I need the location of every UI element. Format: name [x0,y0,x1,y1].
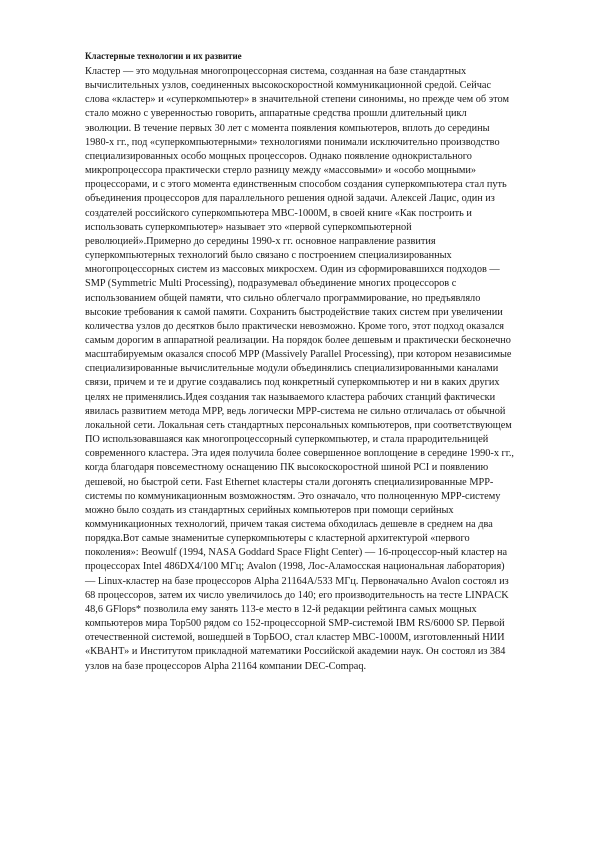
document-page [85,50,515,674]
document-title: Кластерные технологии и их развитие [85,51,242,61]
document-body: Кластер — это модульная многопроцессорная система, созданная на базе стандартных вычислительных узлов, соединенных высокоскоростной коммуникационной средой. Сейчас слова «кластер» и «суперкомпьютер» в значительной степени синонимы, но прежде чем об этом стало можно с уверенностью говорить, аппаратные средства прошли длительный цикл эволюции. В течение первых 30 лет с момента появления компьютеров, вплоть до середины 1980-х гг., под «суперкомпьютерными» технологиями понимали исключительно производство специализированных особо мощных процессоров. Однако появление однокристального микропроцессора практически стерло разницу между «массовыми» и «особо мощными» процессорами, и с этого момента единственным способом создания суперкомпьютера стал путь объединения процессоров для параллельного решения одной задачи. Алексей Лацис, один из создателей российского суперкомпьютера МВС-1000М, в своей книге «Как построить и использовать суперкомпьютер» называет это «первой суперкомпьютерной революцией».Примерно до середины 1990-х гг. основное направление развития суперкомпьютерных технологий было связано с построением специализированных многопроцессорных систем из массовых микросхем. Один из сформировавшихся подходов — SMP (Symmetric Multi Processing), подразумевал объединение многих процессоров с использованием общей памяти, что сильно облегчало программирование, но предъявляло высокие требования к самой памяти. Сохранить быстродействие таких систем при увеличении количества узлов до десятков было практически невозможно. Кроме того, этот подход оказался самым дорогим в аппаратной реализации. На порядок более дешевым и практически бесконечно масштабируемым оказался способ MPP (Massively Parallel Processing), при котором независимые специализированные вычислительные модули объединялись специализированными каналами связи, причем и те и другие создавались под конкретный суперкомпьютер и ни в каких других целях не применялись.Идея создания так называемого кластера рабочих станций фактически явилась развитием метода MPP, ведь логически MPP-система не сильно отличалась от обычной локальной сети. Локальная сеть стандартных персональных компьютеров, при соответствующем ПО использовавшаяся как многопроцессорный суперкомпьютер, и стала прародительницей современного кластера. Эта идея получила более совершенное воплощение в середине 1990-х гг., когда благодаря повсеместному оснащению ПК высокоскоростной шиной PCI и появлению дешевой, но быстрой сети. Fast Ethernet кластеры стали догонять специализированные MPP-системы по коммуникационным возможностям. Это означало, что полноценную MPP-систему можно было создать из стандартных серийных компьютеров при помощи серийных коммуникационных технологий, причем такая система обходилась дешевле в среднем на два порядка.Вот самые знаменитые суперкомпьютеры с кластерной архитектурой «первого поколения»: Beowulf (1994, NASA Goddard Space Flight Center) — 16-процессор-ный кластер на процессорах Intel 486DX4/100 МГц; Avalon (1998, Лос-Аламосская национальная лаборатория) — Linux-кластер на базе процессоров Alpha 21164A/533 МГц. Первоначально Avalon состоял из 68 процессоров, затем их число увеличилось до 140; его производительность на тесте LINPACK 48,6 GFlops* позволила ему занять 113-е место в 12-й редакции рейтинга самых мощных компьютеров мира Top500 рядом со 152-процессорной SMP-системой IBM RS/6000 SP. Первой отечественной системой, вошедшей в ТорБОО, стал кластер МВС-1000М, изготовленный НИИ «КВАНТ» и Институтом прикладной математики Российской академии наук. Он состоял из 384 узлов на базе процессоров Alpha 21164 компании DEC-Compaq. [85,66,514,672]
